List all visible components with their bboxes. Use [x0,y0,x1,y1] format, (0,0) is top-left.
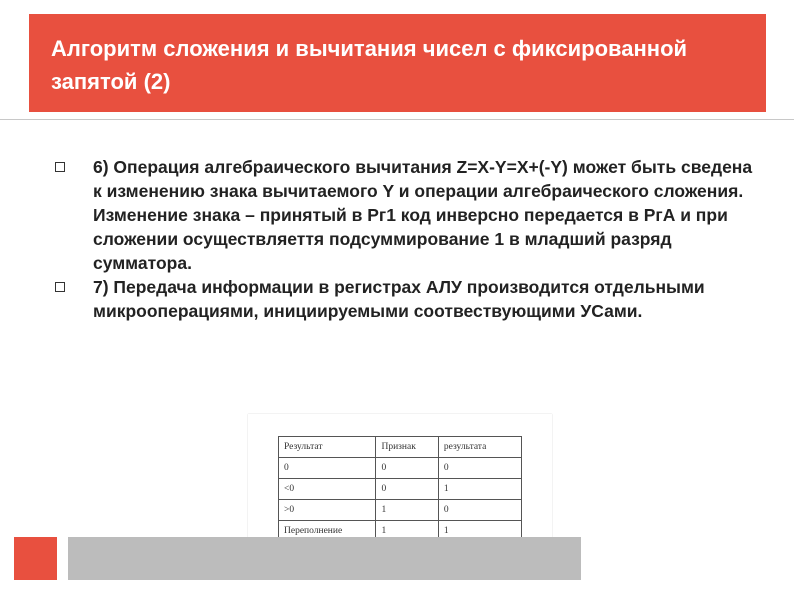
table-cell: 0 [279,458,376,479]
table-cell: <0 [279,479,376,500]
bullet-text: 6) Операция алгебраического вычитания Z=X-Y=X+(-Y) может быть сведена к изменению знака вычитаемого Y и операции алгебраического сложения. Изменение знака – принятый в Рг1 код инверсно передается в РгА и при сложении осуществляеття подсуммирование 1 в младший разряд сумматора. [93,157,753,273]
table-header-result: Результат [279,437,376,458]
slide-title: Алгоритм сложения и вычитания чисел с фиксированной запятой (2) [51,36,688,94]
bullet-text: 7) Передача информации в регистрах АЛУ производится отдельными микрооперациями, инициируемыми соотвествующими УСами. [93,277,705,321]
table-cell: 0 [438,458,521,479]
table-row [279,500,522,521]
footer-bar [68,537,581,580]
table-row [279,458,522,479]
title-divider [0,119,794,120]
bullet-item [53,275,753,323]
table-cell: 1 [438,521,521,542]
bullet-item [53,155,753,275]
title-bar [29,14,766,112]
table-header-row [279,437,522,458]
table-cell: 0 [438,500,521,521]
result-table [278,436,522,542]
table-cell: 1 [438,479,521,500]
table-row [279,479,522,500]
table-cell: 0 [376,479,438,500]
square-bullet-icon [55,282,65,292]
square-bullet-icon [55,162,65,172]
table-cell: >0 [279,500,376,521]
table-cell: 0 [376,458,438,479]
bullet-list [53,155,753,323]
table-cell: Переполнение [279,521,376,542]
table-header-sign: Признак [376,437,438,458]
footer-accent-square [14,537,57,580]
table-cell: 1 [376,521,438,542]
table-cell: 1 [376,500,438,521]
table-header-nature: результата [438,437,521,458]
result-table-figure [248,414,552,542]
